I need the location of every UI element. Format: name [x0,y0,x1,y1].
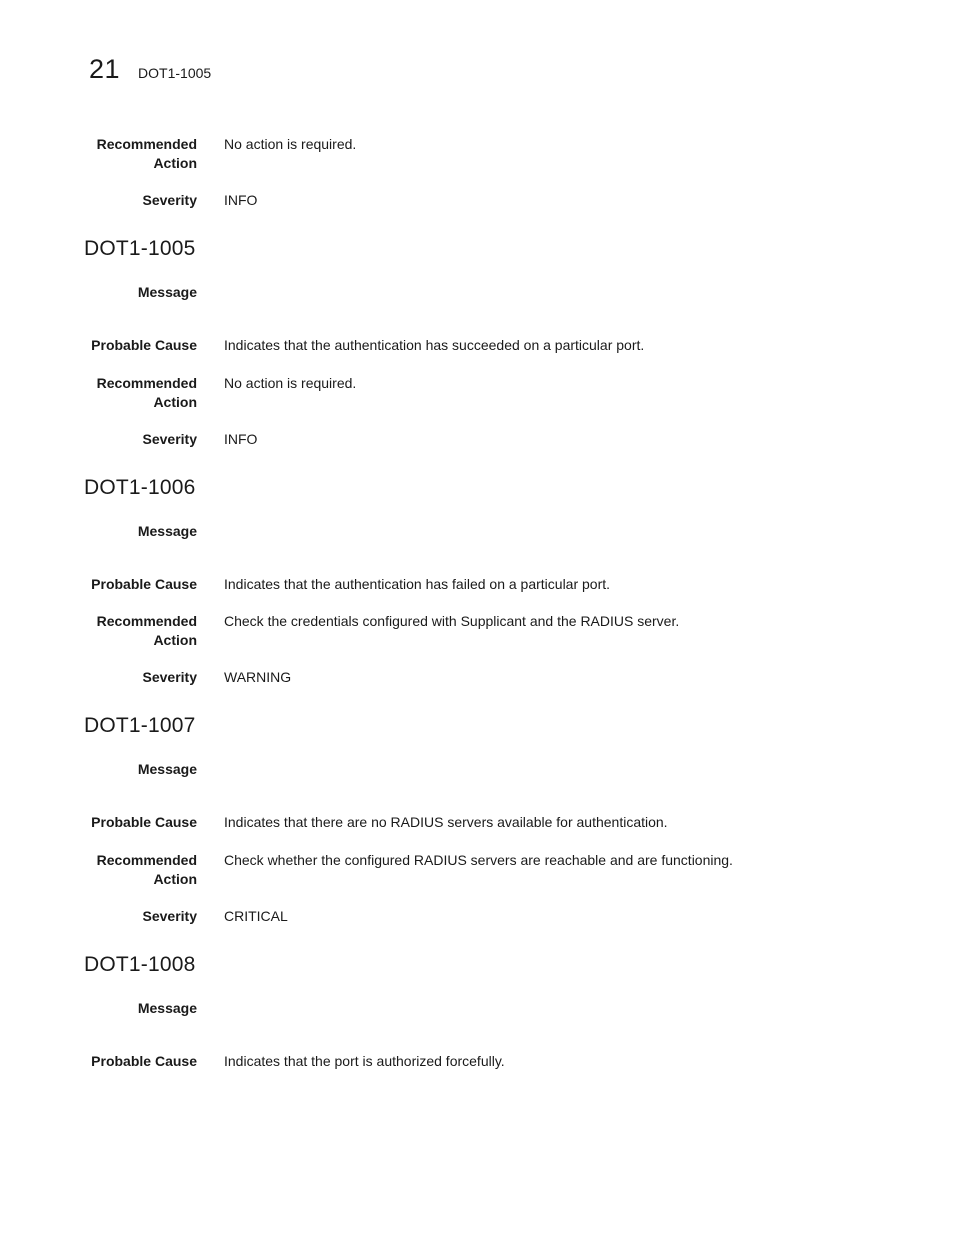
section-heading-dot1-1006: DOT1-1006 [84,476,196,499]
recommended-label-line: Recommended [96,613,197,629]
recommended-action-value: Check the credentials configured with Supplicant and the RADIUS server. [224,613,680,629]
recommended-label-line: Recommended [96,852,197,868]
severity-label: Severity [142,669,197,685]
action-label-line: Action [153,394,197,410]
action-label-line: Action [153,871,197,887]
severity-value: INFO [224,192,258,208]
recommended-action-label [47,612,197,650]
severity-value: INFO [224,431,258,447]
severity-label: Severity [142,192,197,208]
recommended-action-value: Check whether the configured RADIUS servers are reachable and are functioning. [224,852,733,868]
message-label: Message [137,761,197,777]
recommended-action-label [47,851,197,889]
severity-label: Severity [142,908,197,924]
message-label: Message [137,1000,197,1016]
recommended-action-label [47,374,197,412]
severity-value: CRITICAL [224,908,288,924]
section-heading-dot1-1008: DOT1-1008 [84,953,196,976]
probable-cause-label: Probable Cause [91,1053,197,1069]
chapter-number: 21 [89,54,121,84]
message-label: Message [137,523,197,539]
section-heading-dot1-1005: DOT1-1005 [84,237,196,260]
severity-value: WARNING [224,669,292,685]
probable-cause-label: Probable Cause [91,576,197,592]
severity-label: Severity [142,431,197,447]
running-title: DOT1-1005 [138,65,212,81]
probable-cause-value: Indicates that the authentication has succeeded on a particular port. [224,337,645,353]
probable-cause-label: Probable Cause [91,814,197,830]
action-label-line: Action [153,155,197,171]
recommended-label-line: Recommended [96,375,197,391]
page-header [89,54,211,85]
probable-cause-value: Indicates that the port is authorized forcefully. [224,1053,505,1069]
action-label-line: Action [153,632,197,648]
section-heading-dot1-1007: DOT1-1007 [84,714,196,737]
recommended-label-line: Recommended [96,136,197,152]
recommended-action-value: No action is required. [224,375,357,391]
message-label: Message [137,284,197,300]
probable-cause-value: Indicates that the authentication has failed on a particular port. [224,576,611,592]
probable-cause-value: Indicates that there are no RADIUS servers available for authentication. [224,814,668,830]
recommended-action-label [47,135,197,173]
probable-cause-label: Probable Cause [91,337,197,353]
recommended-action-value: No action is required. [224,136,357,152]
